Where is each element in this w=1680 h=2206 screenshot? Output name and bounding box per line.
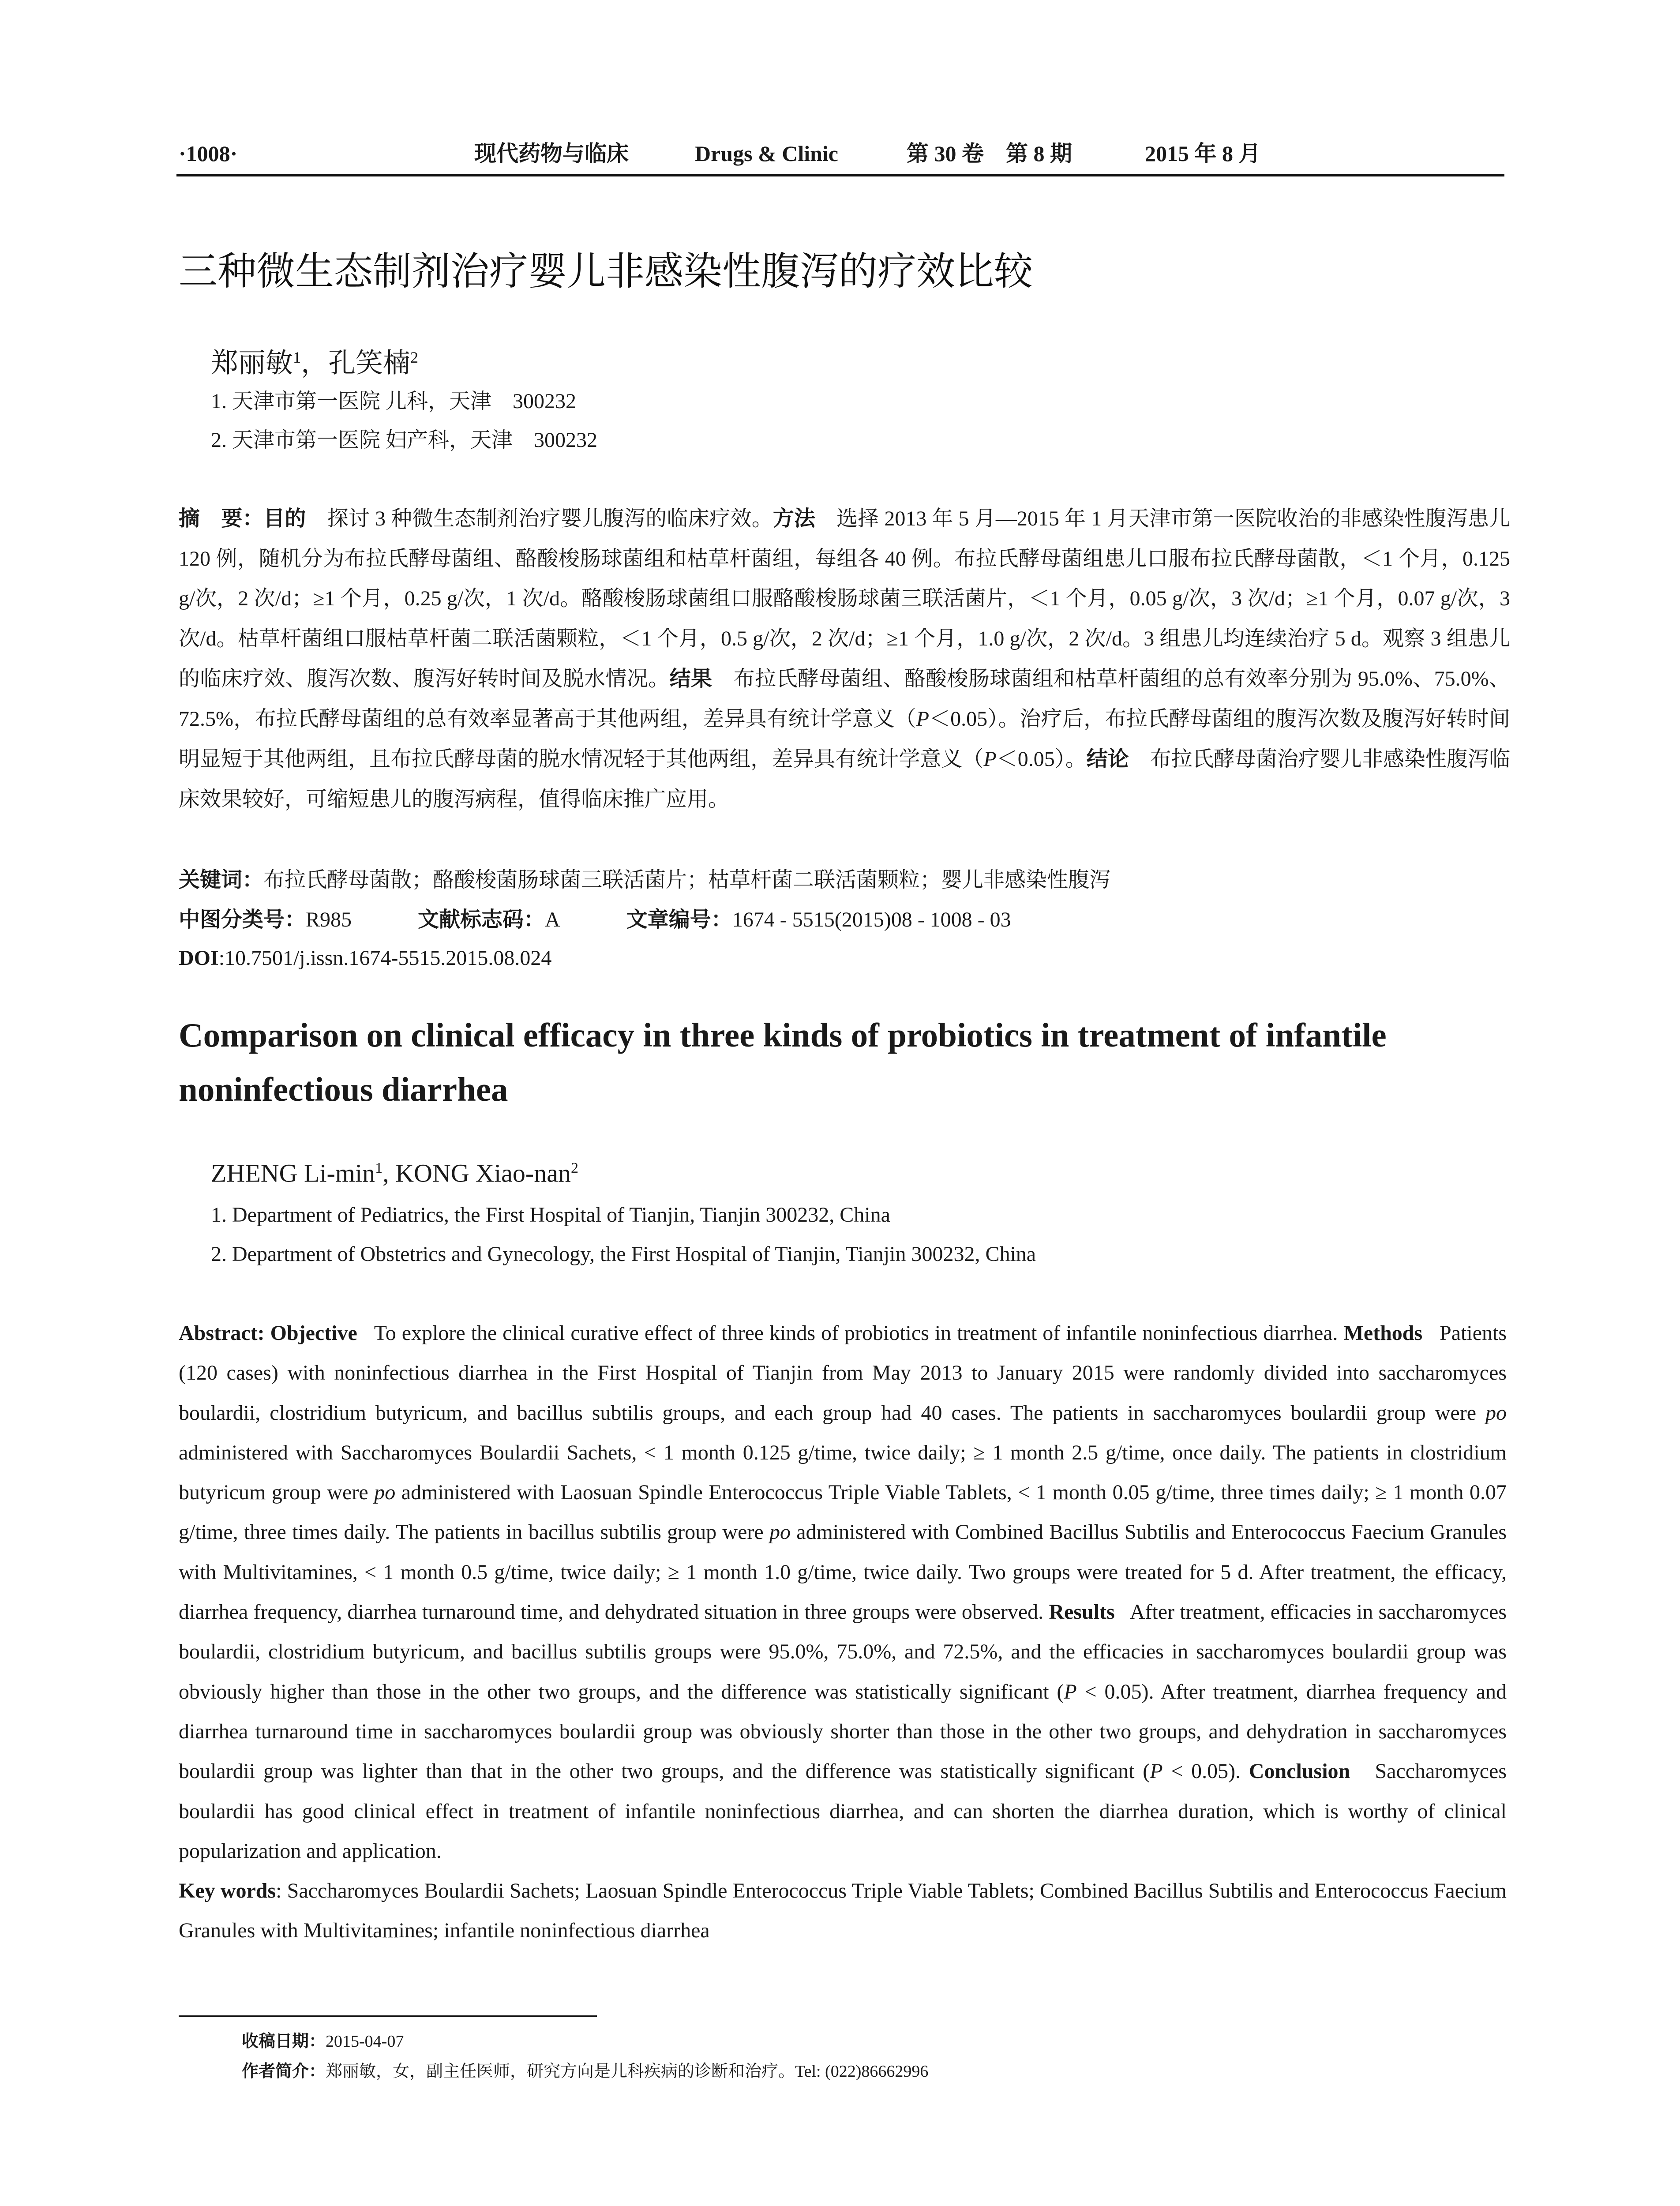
authors-cn (211, 340, 418, 381)
keywords-text: 布拉氏酵母菌散；酪酸梭菌肠球菌三联活菌片；枯草杆菌二联活菌颗粒；婴儿非感染性腹泻 (263, 868, 1111, 892)
author-separator: ， (301, 348, 329, 379)
affiliation-mark: 2 (410, 349, 419, 366)
author-name: 孔笑楠 (328, 348, 411, 379)
objective-text: 探讨 3 种微生态制剂治疗婴儿腹泻的临床疗效。 (327, 507, 773, 530)
results-text: < 0.05). (1162, 1760, 1241, 1783)
results-label: Results (1049, 1600, 1115, 1624)
doc-code-label: 文献标志码： (418, 907, 545, 932)
p-symbol: P (916, 707, 930, 731)
doi-label: DOI (179, 946, 219, 970)
received-label: 收稿日期： (242, 2031, 326, 2051)
affiliation-mark: 1 (293, 349, 301, 366)
conclusion-label: 结论 (1086, 747, 1129, 771)
results-text: < 0.05). After treatment, diarrhea frequency and diarrhea turnaround time in saccharomyces boulardii group was obviously shorter than those in the other two groups, and dehydration in saccharomyces boulardii group was lighter than that in the other two groups, and the difference was statistically significant ( (179, 1680, 1507, 1783)
footnote-rule (179, 2015, 597, 2017)
p-symbol: P (1150, 1760, 1163, 1783)
methods-label: Methods (1343, 1321, 1423, 1345)
issue-date: 2015 年 8 月 (1145, 141, 1261, 166)
methods-label: 方法 (772, 506, 815, 531)
p-symbol: P (1064, 1680, 1077, 1703)
title-en: Comparison on clinical efficacy in three kinds of probiotics in treatment of infantile noninfectious diarrhea (179, 1016, 1387, 1108)
route-po: po (374, 1481, 396, 1504)
keywords-cn (179, 866, 1110, 894)
affiliation-cn-2: 2. 天津市第一医院 妇产科，天津 300232 (211, 428, 598, 452)
methods-text: 选择 2013 年 5 月—2015 年 1 月天津市第一医院收治的非感染性腹泻患儿 120 例，随机分为布拉氏酵母菌组、酪酸梭肠球菌组和枯草杆菌组，每组各 40 例。布拉氏酵母菌组患儿口服布拉氏酵母菌散，＜1 个月，0.125 g/次，2 次/d；≥1 个月，0.25 g/次，1 次/d。酪酸梭肠球菌组口服酪酸梭肠球菌三联活菌片，＜1 个月，0.05 g/次，3 次/d；≥1 个月，0.07 g/次，3 次/d。枯草杆菌组口服枯草杆菌二联活菌颗粒，＜1 个月，0.5 g/次，2 次/d；≥1 个月，1.0 g/次，2 次/d。3 组患儿均连续治疗 5 d。观察 3 组患儿的临床疗效、腹泻次数、腹泻好转时间及脱水情况。 (179, 507, 1510, 690)
objective-label: Objective (270, 1321, 357, 1345)
author-name: KONG Xiao-nan (395, 1159, 571, 1188)
author-info-text: 郑丽敏，女，副主任医师，研究方向是儿科疾病的诊断和治疗。Tel: (022)86662996 (326, 2062, 929, 2081)
conclusion-label: Conclusion (1249, 1760, 1350, 1783)
route-po: po (769, 1520, 791, 1544)
keywords-label: 关键词： (179, 867, 264, 892)
p-symbol: P (983, 747, 997, 771)
results-label: 结果 (669, 666, 712, 691)
methods-text: administered with Laosuan Spindle Enterococcus Triple Viable Tablets, < 1 month 0.05 g/time, three times daily; ≥ 1 month 0.07 g/time, three times daily. The patients in bacillus subtilis group were (179, 1481, 1507, 1544)
author-name: ZHENG Li-min (211, 1159, 375, 1188)
results-text: ＜0.05）。 (996, 747, 1087, 771)
doc-code-value: A (545, 908, 560, 931)
journal-name-cn: 现代药物与临床 (474, 141, 629, 166)
title-cn: 三种微生态制剂治疗婴儿非感染性腹泻的疗效比较 (179, 248, 1033, 294)
conclusion-text: 布拉氏酵母菌治疗婴儿非感染性腹泻临床效果较好，可缩短患儿的腹泻病程，值得临床推广应用。 (179, 747, 1510, 811)
abstract-cn (179, 499, 1510, 819)
affiliation-mark: 2 (570, 1160, 578, 1176)
journal-name-en: Drugs & Clinic (695, 141, 838, 166)
results-text: ＜0.05）。治疗后，布拉氏酵母菌组的腹泻次数及腹泻好转时间明显短于其他两组，且布拉氏酵母菌的脱水情况轻于其他两组，差异具有统计学意义（ (179, 707, 1510, 771)
abstract-en (179, 1313, 1507, 1951)
author-name: 郑丽敏 (211, 348, 293, 379)
doi-line (179, 944, 551, 972)
clc-label: 中图分类号： (179, 907, 306, 932)
affiliation-en-2: 2. Department of Obstetrics and Gynecology, the First Hospital of Tianjin, Tianjin 300232, China (211, 1242, 1036, 1266)
authors-en (211, 1151, 578, 1191)
affiliation-cn-1: 1. 天津市第一医院 儿科，天津 300232 (211, 390, 577, 413)
header-rule (176, 174, 1504, 176)
article-no-value: 1674 - 5515(2015)08 - 1008 - 03 (732, 908, 1011, 931)
affiliation-en-1: 1. Department of Pediatrics, the First Hospital of Tianjin, Tianjin 300232, China (211, 1203, 890, 1227)
clc-value: R985 (306, 908, 352, 931)
footnote-received (242, 2030, 404, 2053)
objective-text: To explore the clinical curative effect of three kinds of probiotics in treatment of infantile noninfectious diarrhea. (374, 1321, 1338, 1345)
author-info-label: 作者简介： (242, 2061, 326, 2081)
footnote-author (242, 2060, 928, 2083)
keywords-text: : Saccharomyces Boulardii Sachets; Laosuan Spindle Enterococcus Triple Viable Tablets; Combined Bacillus Subtilis and Enterococcus Faecium Granules with Multivitamines; infantile noninfectious diarrhea (179, 1879, 1507, 1943)
abstract-label: 摘 要： (179, 506, 264, 531)
keywords-label: Key words (179, 1879, 276, 1903)
objective-label: 目的 (263, 506, 306, 531)
methods-text: administered with Saccharomyces Boulardii Sachets, < 1 month 0.125 g/time, twice daily; ≥ 1 month 2.5 g/time, once daily. The patients in clostridium butyricum group were (179, 1441, 1507, 1504)
volume-issue: 第 30 卷 第 8 期 (907, 141, 1072, 166)
methods-text: Patients (120 cases) with noninfectious diarrhea in the First Hospital of Tianjin from May 2013 to January 2015 were randomly divided into saccharomyces boulardii, clostridium butyricum, and bacillus subtilis groups, and each group had 40 cases. The patients in saccharomyces boulardii group were (179, 1321, 1507, 1425)
route-po: po (1485, 1401, 1507, 1425)
abstract-label: Abstract: (179, 1321, 265, 1345)
doi-value: :10.7501/j.issn.1674-5515.2015.08.024 (218, 946, 552, 970)
results-text: 布拉氏酵母菌组、酪酸梭肠球菌组和枯草杆菌组的总有效率分别为 95.0%、75.0%、72.5%，布拉氏酵母菌组的总有效率显著高于其他两组，差异具有统计学意义（ (179, 667, 1510, 731)
affiliation-mark: 1 (375, 1160, 383, 1176)
conclusion-text: Saccharomyces boulardii has good clinical effect in treatment of infantile noninfectious diarrhea, and can shorten the diarrhea duration, which is worthy of clinical popularization and application. (179, 1760, 1507, 1863)
methods-text: administered with Combined Bacillus Subtilis and Enterococcus Faecium Granules with Multivitamines, < 1 month 0.5 g/time, twice daily; ≥ 1 month 1.0 g/time, twice daily. Two groups were treated for 5 d. After treatment, the efficacy, diarrhea frequency, diarrhea turnaround time, and dehydrated situation in three groups were observed. (179, 1520, 1507, 1624)
author-separator: , (382, 1159, 396, 1188)
classification-line (179, 905, 1011, 934)
results-text: After treatment, efficacies in saccharomyces boulardii, clostridium butyricum, and bacillus subtilis groups were 95.0%, 75.0%, and 72.5%, and the efficacies in saccharomyces boulardii group was obviously higher than those in the other two groups, and the difference was statistically significant ( (179, 1600, 1507, 1703)
article-no-label: 文章编号： (626, 907, 732, 932)
received-date: 2015-04-07 (326, 2032, 404, 2051)
page-number: ·1008· (179, 141, 238, 166)
